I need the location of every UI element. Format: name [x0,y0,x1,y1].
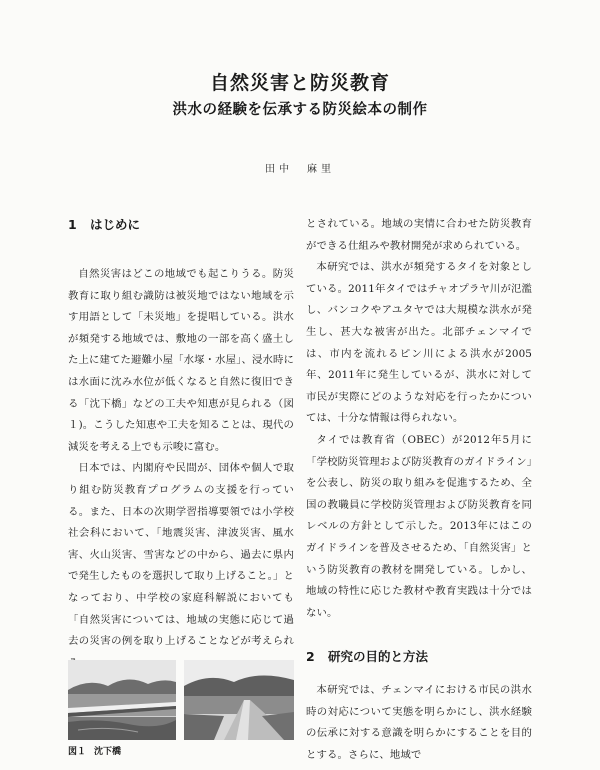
paragraph: 自然災害はどこの地域でも起こりうる。防災教育に取り組む識防は被災地ではない地域を示す用語として「未災地」を提唱している。洪水が頻発する地域では、敷地の一部を高く盛土した上に建てた避難小屋「水塚・水屋」、浸水時には水面に沈み水位が低くなると自然に復旧できる「沈下橋」などの工夫や知恵が見られる（図１)。こうした知恵や工夫を知ることは、現代の減災を考える上でも示唆に富む。 [68,268,294,453]
submerged-bridge-photo [184,660,294,740]
paragraph: とされている。地域の実情に合わせた防災教育ができる仕組みや教材開発が求められている。 [306,218,532,252]
figure-label: 図１ [68,747,87,757]
paragraph: 本研究では、洪水が頻発するタイを対象としている。2011年タイではチャオプラヤ川が氾濫し、バンコクやアユタヤでは大規模な洪水が発生し、甚大な被害が出た。北部チェンマイでは、市内を流れるピン川による洪水が2005年、2011年に発生しているが、洪水に対して市民が実際にどのような対応を行ったかについては、十分な情報は得られない。 [306,261,532,425]
section-number: 1 [68,217,77,232]
section-number: 2 [306,649,315,665]
page-title: 自然災害と防災教育 [209,72,390,94]
river-bridge-photo [68,660,176,740]
figure-caption [68,744,121,757]
section-title: はじめに [90,217,141,232]
figure-photos [68,660,294,740]
paragraph: タイでは教育省（OBEC）が2012年5月に「学校防災管理および防災教育のガイドライン」を公表し、防災の取り組みを促進するため、全国の教職員に学校防災管理および防災教育を同レベルの方針として示した。2013年にはこのガイドラインを普及させるため、「自然災害」という防災教育の教材を開発している。しかし、地域の特性に応じた教材や教育実践は十分ではない。 [306,433,532,619]
section-heading-purpose [306,646,532,668]
paragraph: 日本では、内閣府や民間が、団体や個人で取り組む防災教育プログラムの支援を行っている。また、日本の次期学習指導要領では小学校社会科において、「地震災害、津波災害、風水害、火山災害、雪害などの中から、過去に県内で発生したものを選択して取り上げること。」となっており、中学校の家庭科解説においても「自然災害については、地域の実態に応じて過去の災害の例を取り上げることなどが考えられ [68,462,294,648]
author-name: 田中 麻里 [265,164,335,175]
right-column [306,214,532,767]
page-subtitle: 洪水の経験を伝承する防災絵本の制作 [172,102,428,118]
left-column [68,214,294,674]
section-title: 研究の目的と方法 [328,649,429,665]
paragraph: 本研究では、チェンマイにおける市民の洪水時の対応について実態を明らかにし、洪水経験の伝承に対する意識を明らかにすることを目的とする。さらに、地域で [306,684,532,762]
figure-caption-text: 沈下橋 [94,747,122,757]
section-heading-intro [68,214,294,236]
